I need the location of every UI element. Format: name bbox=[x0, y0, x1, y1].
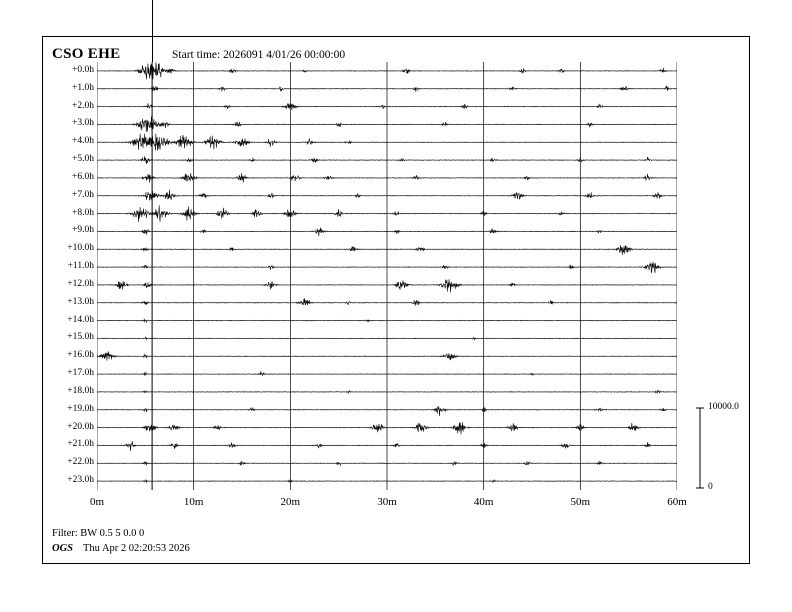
y-axis-tick-16: +16.0h bbox=[67, 350, 94, 361]
y-axis-tick-3: +3.0h bbox=[72, 118, 94, 129]
y-axis-tick-7: +7.0h bbox=[72, 189, 94, 200]
y-axis-tick-9: +9.0h bbox=[72, 225, 94, 236]
x-axis-tick-3: 30m bbox=[377, 496, 397, 508]
y-axis-tick-23: +23.0h bbox=[67, 475, 94, 486]
y-axis-tick-22: +22.0h bbox=[67, 457, 94, 468]
amplitude-scale-bar bbox=[686, 404, 776, 496]
traces-plot bbox=[97, 62, 677, 490]
agency-label: OGS bbox=[52, 543, 74, 554]
x-axis-tick-1: 10m bbox=[183, 496, 204, 508]
x-axis-tick-6: 60m bbox=[667, 496, 687, 508]
y-axis-tick-12: +12.0h bbox=[67, 278, 94, 289]
filter-label: Filter: BW 0.5 5 0.0 0 bbox=[52, 528, 145, 539]
traces-svg bbox=[97, 62, 677, 490]
y-axis-tick-15: +15.0h bbox=[67, 332, 94, 343]
y-axis-tick-18: +18.0h bbox=[67, 385, 94, 396]
y-axis-tick-1: +1.0h bbox=[72, 82, 94, 93]
y-axis-tick-11: +11.0h bbox=[67, 261, 94, 272]
start-time-label: Start time: 2026091 4/01/26 00:00:00 bbox=[172, 49, 346, 61]
y-axis-tick-4: +4.0h bbox=[72, 136, 94, 147]
y-axis-labels bbox=[46, 62, 94, 490]
y-axis-tick-19: +19.0h bbox=[67, 403, 94, 414]
y-axis-tick-6: +6.0h bbox=[72, 171, 94, 182]
y-axis-tick-14: +14.0h bbox=[67, 314, 94, 325]
y-axis-tick-5: +5.0h bbox=[72, 154, 94, 165]
y-axis-tick-13: +13.0h bbox=[67, 296, 94, 307]
x-axis-tick-0: 0m bbox=[89, 496, 105, 508]
y-axis-tick-20: +20.0h bbox=[67, 421, 94, 432]
x-axis-labels bbox=[60, 496, 720, 514]
page-title: CSO EHE bbox=[52, 46, 121, 62]
y-axis-tick-0: +0.0h bbox=[72, 64, 94, 75]
y-axis-tick-17: +17.0h bbox=[67, 368, 94, 379]
y-axis-tick-21: +21.0h bbox=[67, 439, 94, 450]
y-axis-tick-2: +2.0h bbox=[72, 100, 94, 111]
agency-timestamp-line bbox=[52, 543, 552, 554]
x-axis-tick-2: 20m bbox=[280, 496, 301, 508]
scale-bar-svg bbox=[686, 404, 776, 496]
scale-bottom-label: 0 bbox=[708, 482, 713, 492]
x-axis-tick-5: 50m bbox=[570, 496, 591, 508]
y-axis-tick-10: +10.0h bbox=[67, 243, 94, 254]
footer bbox=[52, 528, 552, 554]
x-axis-tick-4: 40m bbox=[473, 496, 494, 508]
scale-top-label: 10000.0 bbox=[708, 402, 739, 412]
y-axis-tick-8: +8.0h bbox=[72, 207, 94, 218]
timestamp-label: Thu Apr 2 02:20:53 2026 bbox=[83, 543, 190, 554]
